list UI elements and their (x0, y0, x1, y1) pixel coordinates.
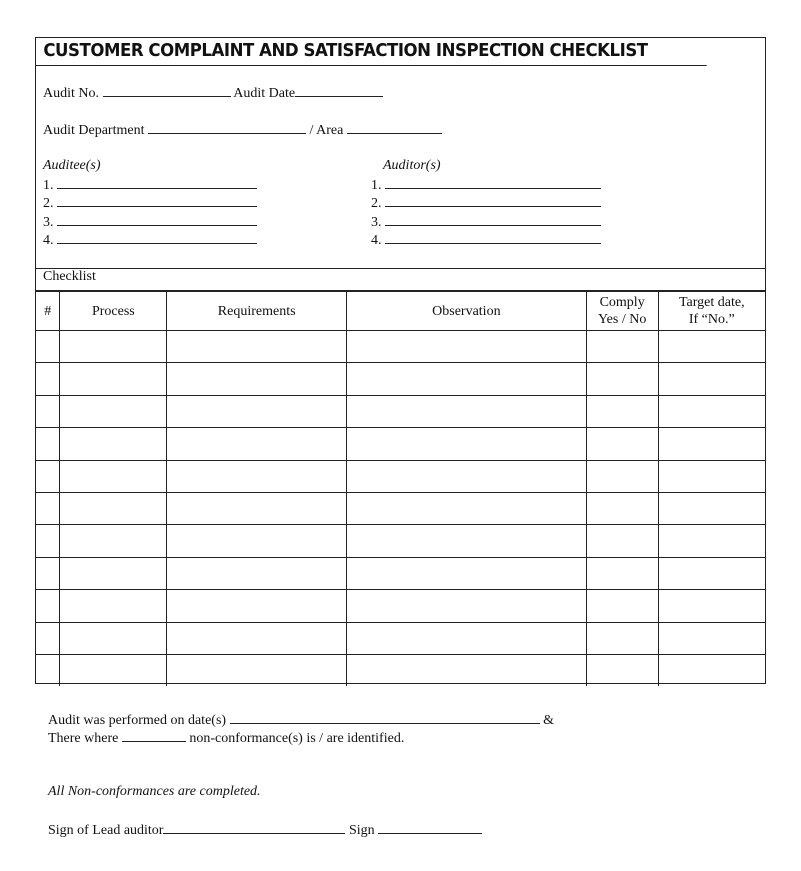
nonconformance-count-field[interactable] (122, 729, 186, 742)
observation-cell[interactable] (347, 654, 587, 686)
requirements-cell[interactable] (167, 492, 347, 524)
sign-label: Sign (348, 823, 375, 838)
nonconformance-label: non-conformance(s) is / are identified. (189, 731, 405, 746)
process-cell[interactable] (60, 525, 167, 557)
target-date-cell[interactable] (658, 590, 765, 622)
table-row (36, 525, 765, 557)
process-cell[interactable] (60, 460, 167, 492)
comply-line-2: Yes / No (597, 312, 647, 327)
process-cell[interactable] (60, 622, 167, 654)
requirements-cell[interactable] (167, 331, 347, 363)
audit-header (36, 66, 765, 269)
table-header-row (36, 292, 765, 331)
performed-dates-field[interactable] (230, 711, 540, 724)
comply-cell[interactable] (586, 557, 658, 589)
row-number-cell[interactable] (36, 654, 60, 686)
comply-cell[interactable] (586, 492, 658, 524)
nonconformance-line (48, 729, 404, 747)
audit-department-field[interactable] (148, 121, 306, 134)
observation-cell[interactable] (347, 590, 587, 622)
target-line-1: Target date, (678, 295, 745, 310)
target-date-cell[interactable] (658, 557, 765, 589)
auditors-label: Auditor(s) (383, 158, 441, 173)
auditee-field[interactable] (57, 194, 257, 207)
auditor-line-2 (371, 194, 601, 212)
observation-cell[interactable] (347, 492, 587, 524)
target-date-cell[interactable] (658, 622, 765, 654)
auditor-number: 2. (371, 196, 382, 211)
requirements-cell[interactable] (167, 590, 347, 622)
auditee-number: 4. (43, 233, 54, 248)
ampersand: & (543, 713, 554, 728)
auditor-field[interactable] (385, 213, 601, 226)
row-number-cell[interactable] (36, 557, 60, 589)
process-cell[interactable] (60, 557, 167, 589)
target-date-cell[interactable] (658, 428, 765, 460)
auditor-line-4 (371, 231, 601, 249)
form-title: CUSTOMER COMPLAINT AND SATISFACTION INSPECTION CHECKLIST (36, 38, 707, 66)
requirements-cell[interactable] (167, 395, 347, 427)
audit-no-field[interactable] (103, 84, 231, 97)
comply-cell[interactable] (586, 460, 658, 492)
table-row (36, 622, 765, 654)
requirements-cell[interactable] (167, 460, 347, 492)
row-number-cell[interactable] (36, 590, 60, 622)
observation-cell[interactable] (347, 460, 587, 492)
requirements-cell[interactable] (167, 622, 347, 654)
auditor-line-3 (371, 213, 601, 231)
process-cell[interactable] (60, 590, 167, 622)
target-date-cell[interactable] (658, 363, 765, 395)
col-comply (586, 292, 658, 331)
checklist-form (35, 37, 766, 684)
auditee-number: 2. (43, 196, 54, 211)
audit-no-label: Audit No. (43, 86, 99, 101)
observation-cell[interactable] (347, 395, 587, 427)
col-target-date (658, 292, 765, 331)
auditee-line-4 (43, 231, 257, 249)
auditee-field[interactable] (57, 213, 257, 226)
row-number-cell[interactable] (36, 622, 60, 654)
auditor-number: 1. (371, 178, 382, 193)
target-date-cell[interactable] (658, 525, 765, 557)
col-observation: Observation (347, 292, 587, 331)
process-cell[interactable] (60, 363, 167, 395)
table-row (36, 331, 765, 363)
row-number-cell[interactable] (36, 363, 60, 395)
observation-cell[interactable] (347, 622, 587, 654)
table-row (36, 590, 765, 622)
comply-cell[interactable] (586, 395, 658, 427)
auditor-field[interactable] (385, 176, 601, 189)
auditees-label: Auditee(s) (43, 158, 101, 173)
auditee-line-3 (43, 213, 257, 231)
row-number-cell[interactable] (36, 428, 60, 460)
auditee-number: 1. (43, 178, 54, 193)
target-date-cell[interactable] (658, 492, 765, 524)
table-row (36, 395, 765, 427)
audit-date-label: Audit Date (233, 86, 296, 101)
row-number-cell[interactable] (36, 492, 60, 524)
auditee-field[interactable] (57, 231, 257, 244)
row-number-cell[interactable] (36, 525, 60, 557)
comply-cell[interactable] (586, 654, 658, 686)
there-where-label: There where (48, 731, 119, 746)
col-number: # (36, 292, 60, 331)
target-line-2: If “No.” (688, 312, 735, 327)
requirements-cell[interactable] (167, 428, 347, 460)
observation-cell[interactable] (347, 428, 587, 460)
audit-no-row (43, 84, 383, 102)
process-cell[interactable] (60, 331, 167, 363)
observation-cell[interactable] (347, 525, 587, 557)
row-number-cell[interactable] (36, 331, 60, 363)
signature-line (48, 821, 482, 839)
area-field[interactable] (347, 121, 442, 134)
row-number-cell[interactable] (36, 395, 60, 427)
performed-line (48, 711, 554, 729)
requirements-cell[interactable] (167, 525, 347, 557)
sign-field[interactable] (378, 821, 482, 834)
auditee-line-2 (43, 194, 257, 212)
lead-auditor-signature-field[interactable] (163, 821, 345, 834)
all-completed-text: All Non-conformances are completed. (48, 784, 261, 799)
audit-department-row (43, 121, 442, 139)
checklist-label: Checklist (36, 268, 765, 291)
comply-cell[interactable] (586, 590, 658, 622)
table-row (36, 492, 765, 524)
process-cell[interactable] (60, 395, 167, 427)
process-cell[interactable] (60, 654, 167, 686)
observation-cell[interactable] (347, 363, 587, 395)
auditee-field[interactable] (57, 176, 257, 189)
performed-label: Audit was performed on date(s) (48, 713, 227, 728)
auditor-number: 4. (371, 233, 382, 248)
requirements-cell[interactable] (167, 654, 347, 686)
comply-cell[interactable] (586, 525, 658, 557)
target-date-cell[interactable] (658, 395, 765, 427)
comply-cell[interactable] (586, 428, 658, 460)
table-row (36, 557, 765, 589)
table-row (36, 654, 765, 686)
auditee-number: 3. (43, 215, 54, 230)
target-date-cell[interactable] (658, 654, 765, 686)
audit-department-label: Audit Department (43, 123, 145, 138)
area-label: / Area (309, 123, 344, 138)
process-cell[interactable] (60, 428, 167, 460)
observation-cell[interactable] (347, 557, 587, 589)
requirements-cell[interactable] (167, 363, 347, 395)
checklist-rows (36, 331, 765, 687)
observation-cell[interactable] (347, 331, 587, 363)
audit-date-field[interactable] (295, 84, 383, 97)
auditor-field[interactable] (385, 231, 601, 244)
auditor-line-1 (371, 176, 601, 194)
comply-cell[interactable] (586, 331, 658, 363)
comply-cell[interactable] (586, 622, 658, 654)
col-requirements: Requirements (167, 292, 347, 331)
process-cell[interactable] (60, 492, 167, 524)
target-date-cell[interactable] (658, 331, 765, 363)
comply-line-1: Comply (599, 295, 645, 310)
auditor-number: 3. (371, 215, 382, 230)
col-process: Process (60, 292, 167, 331)
row-number-cell[interactable] (36, 460, 60, 492)
comply-cell[interactable] (586, 363, 658, 395)
table-row (36, 460, 765, 492)
auditor-field[interactable] (385, 194, 601, 207)
target-date-cell[interactable] (658, 460, 765, 492)
table-row (36, 428, 765, 460)
checklist-table (36, 291, 765, 686)
table-row (36, 363, 765, 395)
sign-lead-label: Sign of Lead auditor (48, 823, 164, 838)
requirements-cell[interactable] (167, 557, 347, 589)
auditee-line-1 (43, 176, 257, 194)
